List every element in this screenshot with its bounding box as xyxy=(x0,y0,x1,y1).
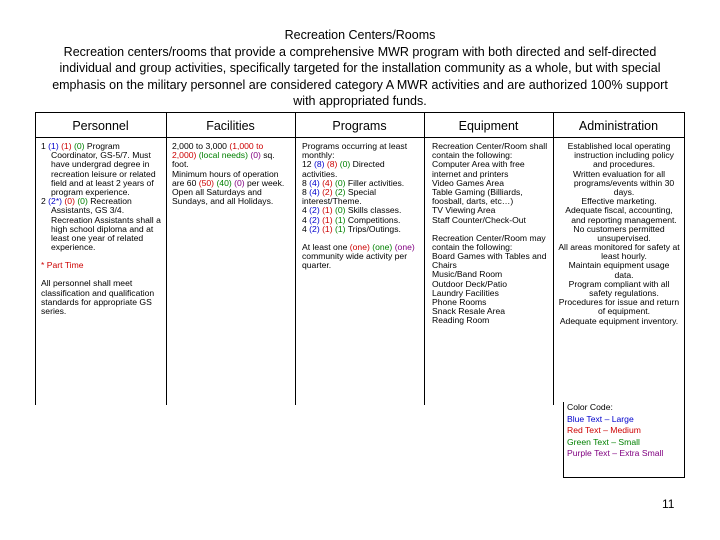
color-code-legend xyxy=(563,402,685,478)
programs-intro: Programs occurring at least monthly: xyxy=(302,141,408,161)
legend-title: Color Code: xyxy=(567,402,613,412)
header-programs: Programs xyxy=(332,119,387,133)
equipment-item: Computer Area with free internet and printers xyxy=(432,159,525,179)
programs-column xyxy=(302,142,420,270)
personnel-item-2: 2 (2*) (0) (0) Recreation Assistants, GS 3/4. Recreation Assistants shall a high school diploma and at least one year of related experience. xyxy=(41,196,161,253)
header-administration: Administration xyxy=(578,119,659,133)
table-divider-2 xyxy=(295,112,296,405)
admin-item: Program compliant with all safety regulations. xyxy=(568,278,670,298)
program-skills: 4 (2) (1) (0) Skills classes. xyxy=(302,205,402,216)
legend-purple: Purple Text – Extra Small xyxy=(567,448,664,459)
personnel-standards: All personnel shall meet classification and qualification standards for appropriate GS series. xyxy=(41,278,155,316)
equipment-shall-intro: Recreation Center/Room shall contain the following: xyxy=(432,141,548,161)
table-divider-3 xyxy=(424,112,425,405)
program-trips: 4 (2) (1) (1) Trips/Outings. xyxy=(302,223,401,234)
equipment-item: Outdoor Deck/Patio xyxy=(432,278,507,289)
personnel-item-1: 1 (1) (1) (0) Program Coordinator, GS-5/7. Must have undergrad degree in recreation leisure or related field and at least 2 years of program experience. xyxy=(41,141,156,197)
legend-green: Green Text – Small xyxy=(567,436,640,447)
equipment-item: Phone Rooms xyxy=(432,297,487,307)
admin-item: Effective marketing. xyxy=(581,196,657,207)
table-top-border xyxy=(35,112,685,113)
program-competitions: 4 (2) (1) (1) Competitions. xyxy=(302,214,401,225)
legend-blue: Blue Text – Large xyxy=(567,413,634,424)
equipment-item: Board Games with Tables and Chairs xyxy=(432,251,547,271)
table-left-border xyxy=(35,112,36,405)
admin-item: All areas monitored for safety at least hourly. xyxy=(558,242,680,262)
title-line: Recreation Centers/Rooms xyxy=(284,28,436,42)
equipment-item: Music/Band Room xyxy=(432,269,503,280)
admin-item: Procedures for issue and return of equipment. xyxy=(558,297,680,317)
header-facilities: Facilities xyxy=(206,119,255,133)
table-divider-4 xyxy=(553,112,554,405)
program-filler: 8 (4) (4) (0) Filler activities. xyxy=(302,177,405,188)
admin-item: Maintain equipment usage data. xyxy=(568,260,670,280)
equipment-item: Staff Counter/Check-Out xyxy=(432,214,526,225)
facilities-hours: Minimum hours of operation are 60 (50) (40) (0) per week. Open all Saturdays and Sundays, and all Holidays. xyxy=(172,168,285,207)
admin-item: Written evaluation for all programs/events within 30 days. xyxy=(572,168,675,197)
equipment-item: Reading Room xyxy=(432,315,490,326)
program-directed: 12 (8) (8) (0) Directed activities. xyxy=(302,159,385,179)
facilities-size: 2,000 to 3,000 (1,000 to 2,000) (local needs) (0) sq. foot. xyxy=(172,141,275,170)
program-quarterly: At least one (one) (one) (one) community wide activity per quarter. xyxy=(302,241,415,271)
equipment-item: TV Viewing Area xyxy=(432,205,496,216)
admin-item: Established local operating instruction including policy and procedures. xyxy=(567,141,674,170)
admin-item: Adequate equipment inventory. xyxy=(559,315,679,326)
equipment-column xyxy=(432,142,552,326)
equipment-item: Snack Resale Area xyxy=(432,306,506,317)
legend-red: Red Text – Medium xyxy=(567,425,641,436)
admin-item: No customers permitted unsupervised. xyxy=(573,223,665,243)
equipment-item: Video Games Area xyxy=(432,177,504,188)
equipment-item: Laundry Facilities xyxy=(432,287,499,298)
facilities-column xyxy=(172,142,290,206)
header-personnel: Personnel xyxy=(72,119,129,133)
table-divider-1 xyxy=(166,112,167,405)
program-special-interest: 8 (4) (2) (2) Special interest/Theme. xyxy=(302,186,377,207)
administration-column xyxy=(558,142,680,326)
equipment-may-intro: Recreation Center/Room may contain the following: xyxy=(432,232,546,252)
header-equipment: Equipment xyxy=(458,119,519,133)
part-time-note: * Part Time xyxy=(41,260,84,271)
title-description: Recreation centers/rooms that provide a comprehensive MWR program with both directed and self-directed individual and group activities, specifically targeted for the installation community as a whole, but with special emphasis on the military personnel are considered category A MWR activities and are authorized 100% support with appropriated funds. xyxy=(52,44,668,108)
personnel-column xyxy=(41,142,162,316)
equipment-item: Table Gaming (Billiards, foosball, darts, etc…) xyxy=(432,186,523,207)
admin-item: Adequate fiscal, accounting, and reporting management. xyxy=(565,205,677,225)
page-number: 11 xyxy=(662,497,675,511)
table-header-border xyxy=(35,137,685,138)
slide-title xyxy=(40,27,680,110)
